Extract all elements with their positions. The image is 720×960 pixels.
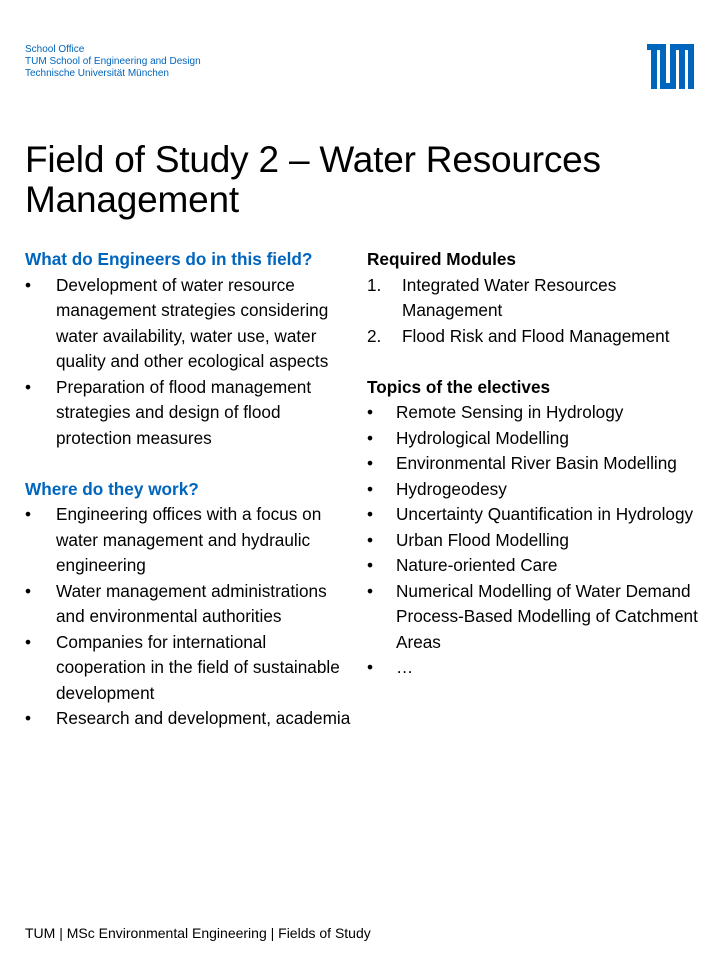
list-item: • Companies for international cooperation in the field of sustainable development	[25, 630, 360, 707]
list-item: • Preparation of flood management strategies and design of flood protection measures	[25, 375, 360, 452]
module-name: Flood Risk and Flood Management	[402, 325, 670, 346]
list-item: • Numerical Modelling of Water Demand Process-Based Modelling of Catchment Areas	[367, 579, 712, 656]
list-item: • Urban Flood Modelling	[367, 528, 712, 554]
engineers-tasks-list	[25, 273, 360, 452]
list-item	[367, 324, 712, 350]
electives-heading: Topics of the electives	[367, 376, 551, 397]
footer: TUM | MSc Environmental Engineering | Fields of Study	[25, 925, 371, 941]
list-item: • Water management administrations and environmental authorities	[25, 579, 360, 630]
list-item: • Hydrological Modelling	[367, 426, 712, 452]
slide-title: Field of Study 2 – Water Resources Management	[25, 139, 601, 220]
module-name: Integrated Water Resources Management	[402, 274, 617, 320]
list-item: • Hydrogeodesy	[367, 477, 712, 503]
tum-logo	[647, 44, 694, 89]
list-item: • Environmental River Basin Modelling	[367, 451, 712, 477]
work-places-list	[25, 502, 360, 732]
list-item: • Research and development, academia	[25, 706, 360, 732]
list-item: • Development of water resource management strategies considering water availability, water use, water quality and other ecological aspects	[25, 273, 360, 375]
list-item: • Remote Sensing in Hydrology	[367, 400, 712, 426]
list-item: • Engineering offices with a focus on water management and hydraulic engineering	[25, 502, 360, 579]
school-office-header	[25, 44, 201, 80]
required-modules-heading: Required Modules	[367, 249, 516, 269]
required-modules-list	[367, 273, 712, 350]
list-item	[367, 273, 712, 324]
right-column	[367, 247, 712, 681]
list-number: 2.	[367, 325, 382, 346]
list-number: 1.	[367, 274, 382, 295]
header-line-1: School Office	[25, 44, 85, 55]
list-item: • Nature-oriented Care	[367, 553, 712, 579]
header-line-3: Technische Universität München	[25, 68, 169, 79]
list-item: • Uncertainty Quantification in Hydrology	[367, 502, 712, 528]
electives-list	[367, 400, 712, 681]
list-item: • …	[367, 655, 712, 681]
engineers-field-heading: What do Engineers do in this field?	[25, 249, 313, 269]
work-places-heading: Where do they work?	[25, 478, 199, 499]
left-column	[25, 247, 360, 732]
header-line-2: TUM School of Engineering and Design	[25, 56, 201, 67]
